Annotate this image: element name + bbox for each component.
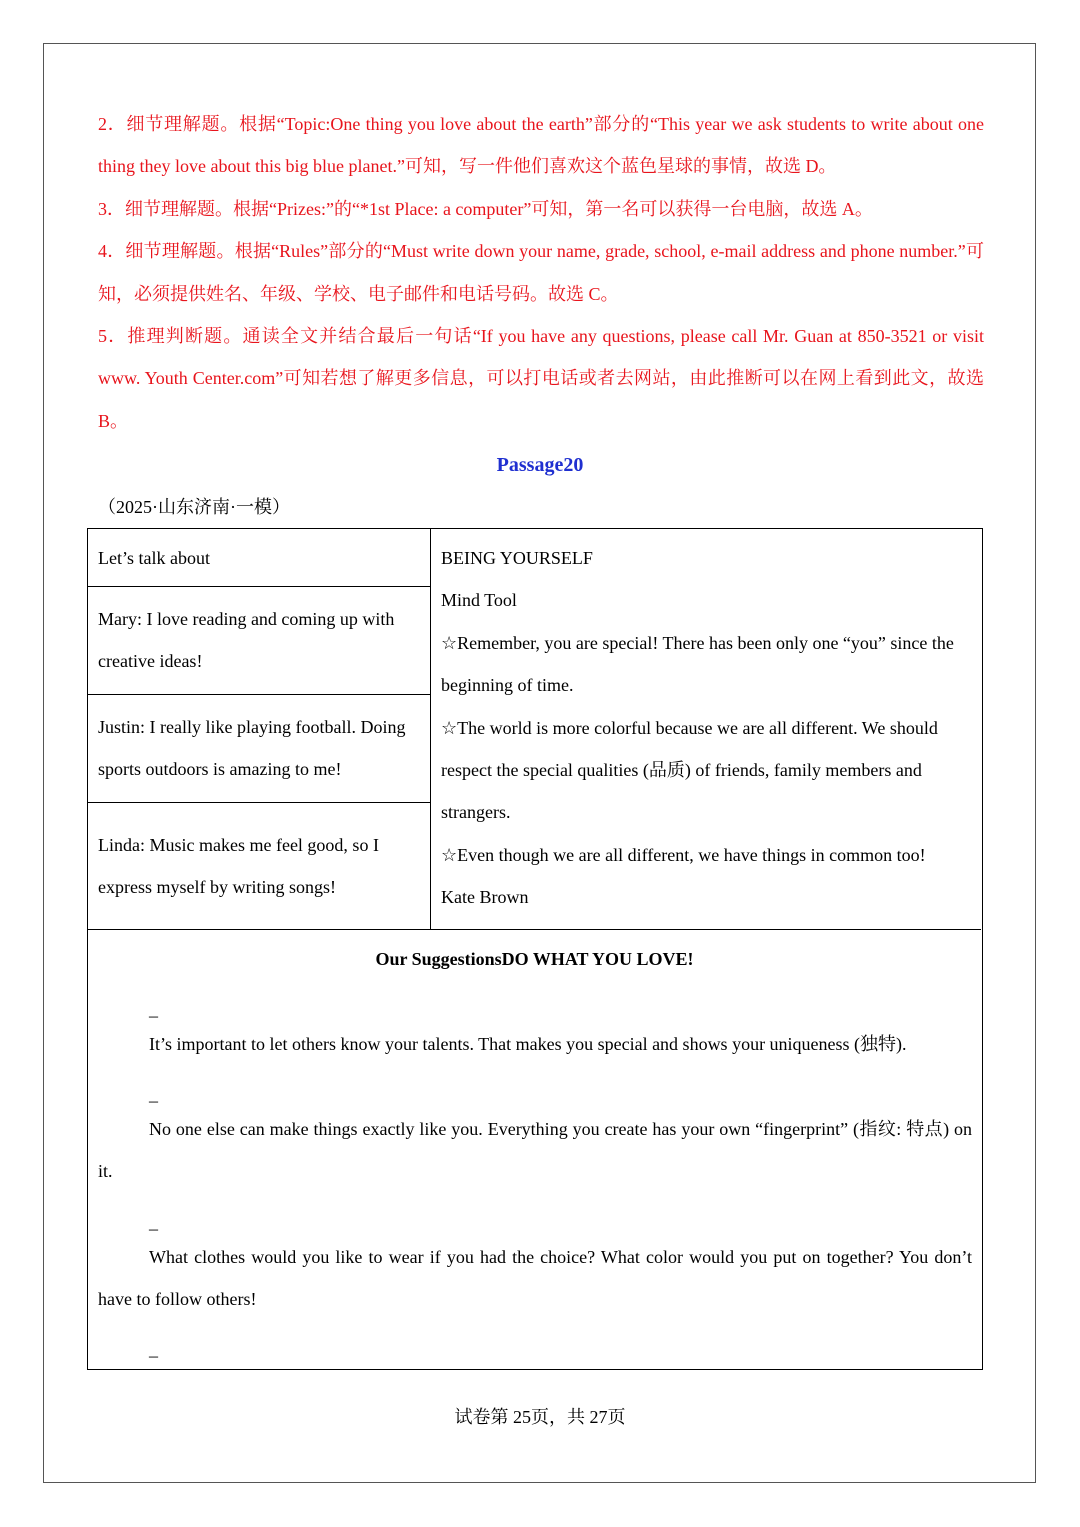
answer-5: 5．推理判断题。通读全文并结合最后一句话“If you have any questions, please call Mr. Guan at 850-3521 or visit www. Youth Center.com”可知若想了解更多信息，可以打电话或者去网站，由此推断可以在网上看到此文，故选 B。 <box>98 326 984 431</box>
suggestion-paragraph-1: It’s important to let others know your talents. That makes you special and shows your uniqueness (独特). <box>149 1034 907 1054</box>
left-column <box>88 529 431 929</box>
right-author: Kate Brown <box>441 887 529 908</box>
suggestions-title: Our SuggestionsDO WHAT YOU LOVE! <box>375 949 694 969</box>
right-heading: BEING YOURSELF <box>441 548 593 568</box>
answer-explanations <box>98 103 984 442</box>
right-item-3: ☆Even though we are all different, we have things in common too! <box>441 844 926 865</box>
passage-source: （2025·山东济南·一模） <box>98 497 290 517</box>
passage-title: Passage20 <box>496 454 584 476</box>
answer-4: 4．细节理解题。根据“Rules”部分的“Must write down your name, grade, school, e-mail address and phone number.”可知，必须提供姓名、年级、学校、电子邮件和电话号码。故选 C。 <box>98 241 984 304</box>
left-cell-topic: Let’s talk about <box>88 529 430 587</box>
blank-1: _ <box>149 999 158 1019</box>
reading-table <box>87 528 983 1370</box>
right-column <box>441 537 971 919</box>
right-item-2: ☆The world is more colorful because we are all different. We should respect the special qualities (品质) of friends, family members and strangers. <box>441 717 938 823</box>
blank-3: _ <box>149 1212 158 1232</box>
suggestions-section <box>88 929 981 1369</box>
suggestion-paragraph-2: No one else can make things exactly like you. Everything you create has your own “fingerprint” (指纹: 特点) on it. <box>98 1119 972 1182</box>
answer-2: 2．细节理解题。根据“Topic:One thing you love about the earth”部分的“This year we ask students to write about one thing they love about this big blue planet.”可知，写一件他们喜欢这个蓝色星球的事情，故选 D。 <box>98 114 984 177</box>
right-subheading: Mind Tool <box>441 590 517 611</box>
left-cell-linda: Linda: Music makes me feel good, so I express myself by writing songs! <box>98 835 379 898</box>
left-cell-justin: Justin: I really like playing football. Doing sports outdoors is amazing to me! <box>88 695 430 803</box>
left-cell-mary: Mary: I love reading and coming up with creative ideas! <box>88 587 430 695</box>
right-item-1: ☆Remember, you are special! There has been only one “you” since the beginning of time. <box>441 632 954 696</box>
answer-3: 3．细节理解题。根据“Prizes:”的“*1st Place: a computer”可知，第一名可以获得一台电脑，故选 A。 <box>98 198 873 219</box>
blank-2: _ <box>149 1084 158 1104</box>
suggestion-paragraph-3: What clothes would you like to wear if you had the choice? What color would you put on together? You don’t have to follow others! <box>98 1247 972 1310</box>
blank-4: _ <box>149 1339 158 1359</box>
page-footer: 试卷第 25页，共 27页 <box>454 1407 626 1427</box>
